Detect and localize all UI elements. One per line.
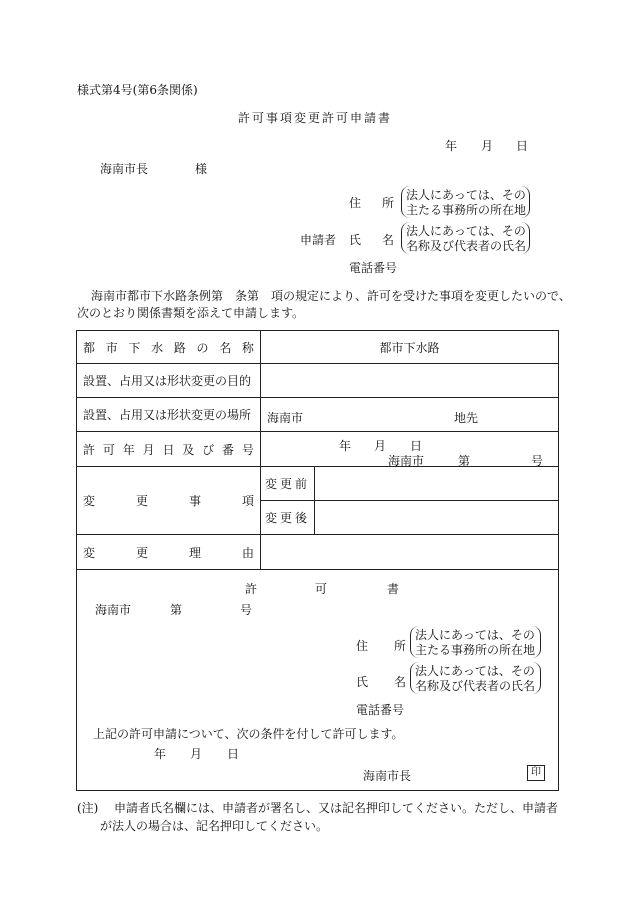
address-note <box>401 186 530 218</box>
permit-number-city: 海南市 <box>95 603 132 617</box>
addressee-name: 海南市長 <box>100 162 149 176</box>
sewer-name-value[interactable]: 都市下水路 <box>261 331 559 364</box>
date-day: 日 <box>516 139 529 153</box>
name-note <box>401 222 530 254</box>
table-row <box>77 570 559 791</box>
permit-address-note <box>410 626 541 658</box>
label-char: 変 <box>83 545 96 560</box>
permit-day: 日 <box>410 439 423 453</box>
permit-address-label-2: 所 <box>394 639 407 653</box>
seal-stamp-icon: 印 <box>527 765 545 781</box>
permit-phone-label: 電話番号 <box>356 703 405 717</box>
label-char: の <box>196 340 209 355</box>
phone-label: 電話番号 <box>349 261 398 275</box>
address-label-2: 所 <box>382 196 395 210</box>
address-note-line-2: 主たる事務所の所在地 <box>406 203 527 217</box>
permit-date-number-value[interactable] <box>261 432 559 467</box>
body-text-line-2: 次のとおり関係書類を添えて申請します。 <box>77 306 305 320</box>
location-value[interactable] <box>261 398 559 432</box>
label-char: 水 <box>151 340 164 355</box>
change-reason-value[interactable] <box>261 535 559 570</box>
label-char: 更 <box>135 545 148 560</box>
name-note-line-2: 名称及び代表者の氏名 <box>406 239 527 253</box>
note-line-1: 申請者氏名欄には、申請者が署名し、又は記名押印してください。ただし、申請者 <box>114 801 559 815</box>
row-label-purpose: 設置、占用又は形状変更の目的 <box>77 364 261 398</box>
name-note-line-1: 法人にあっては、その <box>406 224 526 238</box>
name-label-2: 名 <box>382 233 395 247</box>
label-char: び <box>202 442 215 457</box>
permit-month: 月 <box>374 439 387 453</box>
row-label-change-items <box>77 467 261 535</box>
permit-dai: 第 <box>458 454 471 468</box>
label-char: 市 <box>105 340 118 355</box>
permit-date-year: 年 <box>154 747 167 761</box>
permit-year: 年 <box>339 439 352 453</box>
permit-mayor: 海南市長 <box>363 769 412 783</box>
change-before-label: 変更前 <box>261 467 315 501</box>
table-row <box>77 535 559 570</box>
note-line-2: が法人の場合は、記名押印してください。 <box>100 819 329 833</box>
label-char: 可 <box>102 442 115 457</box>
label-char: 下 <box>128 340 141 355</box>
table-row <box>77 398 559 432</box>
label-char: 称 <box>241 340 254 355</box>
addressee-honorific: 様 <box>195 162 208 176</box>
table-row <box>77 331 559 364</box>
label-char: 許 <box>83 442 96 457</box>
label-char: 名 <box>219 340 232 355</box>
purpose-value[interactable] <box>261 364 559 398</box>
location-suffix: 地先 <box>454 411 479 425</box>
permit-statement: 上記の許可申請について、次の条件を付して許可します。 <box>93 727 404 741</box>
label-char: 変 <box>83 494 96 508</box>
permit-address-note-line-2: 主たる事務所の所在地 <box>415 643 536 657</box>
date-year: 年 <box>445 139 458 153</box>
body-text-line-1: 海南市都市下水路条例第 条第 項の規定により、許可を受けた事項を変更したいので、 <box>91 289 571 303</box>
permit-name-note-line-1: 法人にあっては、その <box>415 664 535 678</box>
row-label-change-reason <box>77 535 261 570</box>
permit-section <box>77 570 559 791</box>
location-city: 海南市 <box>267 411 304 425</box>
row-label-sewer-name <box>77 331 261 364</box>
note-marker: (注) <box>77 801 99 815</box>
permit-date-day: 日 <box>227 747 240 761</box>
row-label-permit-date-number <box>77 432 261 467</box>
label-char: 理 <box>188 545 201 560</box>
row-label-location: 設置、占用又は形状変更の場所 <box>77 398 261 432</box>
permit-title-2: 可 <box>315 582 328 596</box>
label-char: 年 <box>122 442 135 457</box>
table-row <box>77 467 559 501</box>
name-label-1: 氏 <box>349 233 362 247</box>
table-row <box>77 364 559 398</box>
permit-name-note <box>410 662 541 694</box>
change-after-value[interactable] <box>315 501 559 535</box>
applicant-label: 申請者 <box>300 233 337 247</box>
permit-number-go: 号 <box>240 603 253 617</box>
permit-go: 号 <box>531 454 544 468</box>
label-char: 月 <box>142 442 155 457</box>
table-row <box>77 432 559 467</box>
change-after-label: 変更後 <box>261 501 315 535</box>
address-note-line-1: 法人にあっては、その <box>406 188 526 202</box>
permit-title-3: 書 <box>387 582 400 596</box>
permit-address-label-1: 住 <box>356 639 369 653</box>
permit-name-label-2: 名 <box>394 675 407 689</box>
label-char: 由 <box>241 545 254 560</box>
label-char: 番 <box>222 442 235 457</box>
form-number: 様式第4号(第6条関係) <box>77 83 198 97</box>
label-char: 事 <box>188 494 201 508</box>
label-char: 更 <box>135 494 148 508</box>
permit-name-note-line-2: 名称及び代表者の氏名 <box>415 679 536 693</box>
address-label-1: 住 <box>349 196 362 210</box>
label-char: 路 <box>173 340 186 355</box>
permit-city: 海南市 <box>388 454 425 468</box>
page-title: 許可事項変更許可申請書 <box>237 111 392 125</box>
date-month: 月 <box>481 139 494 153</box>
label-char: 項 <box>241 494 254 508</box>
label-char: 都 <box>83 340 96 355</box>
change-before-value[interactable] <box>315 467 559 501</box>
permit-title-1: 許 <box>245 582 258 596</box>
permit-name-label-1: 氏 <box>356 675 369 689</box>
permit-date-month: 月 <box>190 747 203 761</box>
label-char: 及 <box>182 442 195 457</box>
permit-number-dai: 第 <box>170 603 183 617</box>
application-table <box>76 330 559 791</box>
label-char: 日 <box>162 442 175 457</box>
permit-address-note-line-1: 法人にあっては、その <box>415 628 535 642</box>
label-char: 号 <box>241 442 254 457</box>
